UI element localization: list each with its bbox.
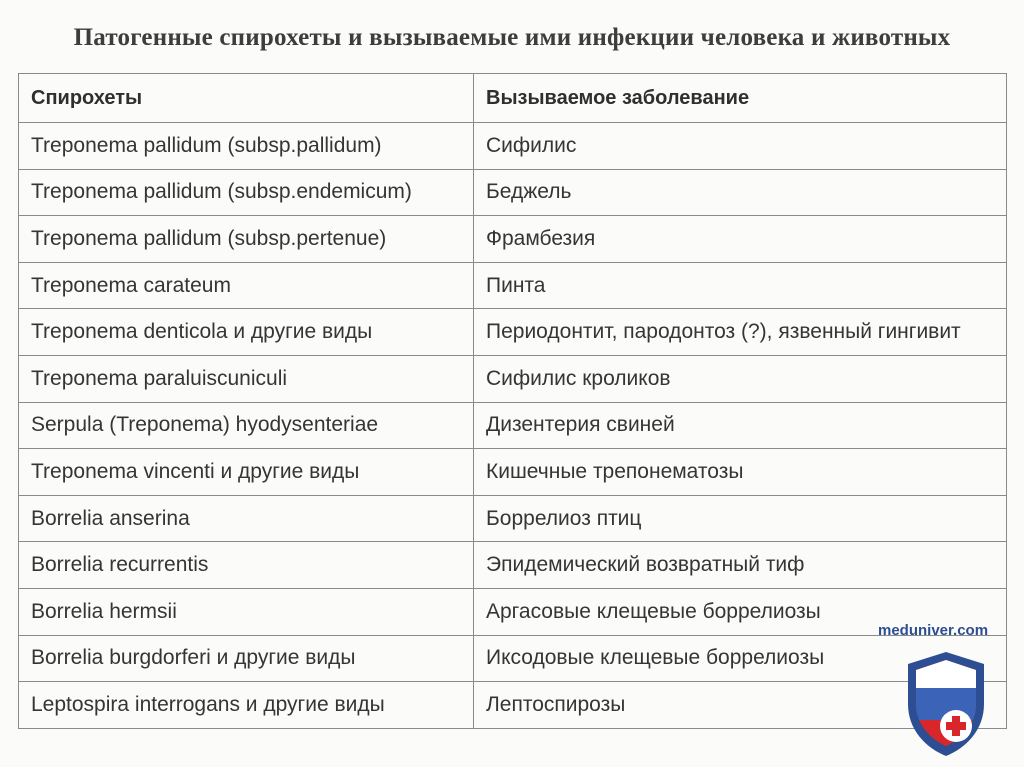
spirochete-cell: Borrelia hermsii <box>19 588 474 635</box>
shield-cross-icon <box>904 648 988 760</box>
table-row <box>19 355 1007 402</box>
table-header-row <box>19 74 1007 123</box>
spirochete-cell: Treponema carateum <box>19 262 474 309</box>
header-disease: Вызываемое заболевание <box>474 74 1007 123</box>
spirochete-cell: Treponema paraluiscuniculi <box>19 355 474 402</box>
table-row <box>19 262 1007 309</box>
disease-cell: Сифилис кроликов <box>474 355 1007 402</box>
spirochete-cell: Treponema pallidum (subsp.pallidum) <box>19 123 474 170</box>
disease-cell: Сифилис <box>474 123 1007 170</box>
disease-cell: Беджель <box>474 169 1007 216</box>
spirochete-cell: Borrelia recurrentis <box>19 542 474 589</box>
disease-cell: Боррелиоз птиц <box>474 495 1007 542</box>
spirochetes-table <box>18 73 1007 729</box>
disease-cell: Лептоспирозы <box>474 682 1007 729</box>
table-row <box>19 402 1007 449</box>
spirochete-cell: Borrelia burgdorferi и другие виды <box>19 635 474 682</box>
spirochete-cell: Leptospira interrogans и другие виды <box>19 682 474 729</box>
disease-cell: Дизентерия свиней <box>474 402 1007 449</box>
disease-cell: Аргасовые клещевые боррелиозы <box>474 588 1007 635</box>
table-row <box>19 309 1007 356</box>
table-body <box>19 123 1007 729</box>
table-row <box>19 495 1007 542</box>
spirochete-cell: Treponema pallidum (subsp.endemicum) <box>19 169 474 216</box>
disease-cell: Фрамбезия <box>474 216 1007 263</box>
spirochete-cell: Borrelia anserina <box>19 495 474 542</box>
disease-cell: Кишечные трепонематозы <box>474 449 1007 496</box>
table-row <box>19 542 1007 589</box>
page-title: Патогенные спирохеты и вызываемые ими инфекции человека и животных <box>73 24 951 51</box>
header-spirochetes: Спирохеты <box>19 74 474 123</box>
meduniver-watermark <box>868 618 1018 766</box>
disease-cell: Пинта <box>474 262 1007 309</box>
spirochete-cell: Treponema denticola и другие виды <box>19 309 474 356</box>
watermark-text: meduniver.com <box>878 622 989 639</box>
spirochete-cell: Treponema vincenti и другие виды <box>19 449 474 496</box>
table-row <box>19 216 1007 263</box>
table-row <box>19 169 1007 216</box>
disease-cell: Эпидемический возвратный тиф <box>474 542 1007 589</box>
table-row <box>19 449 1007 496</box>
spirochete-cell: Treponema pallidum (subsp.pertenue) <box>19 216 474 263</box>
disease-cell: Периодонтит, пародонтоз (?), язвенный гингивит <box>474 309 1007 356</box>
table-row <box>19 635 1007 682</box>
table-row <box>19 682 1007 729</box>
disease-cell: Иксодовые клещевые боррелиозы <box>474 635 1007 682</box>
table-row <box>19 123 1007 170</box>
table-row <box>19 588 1007 635</box>
spirochete-cell: Serpula (Treponema) hyodysenteriae <box>19 402 474 449</box>
